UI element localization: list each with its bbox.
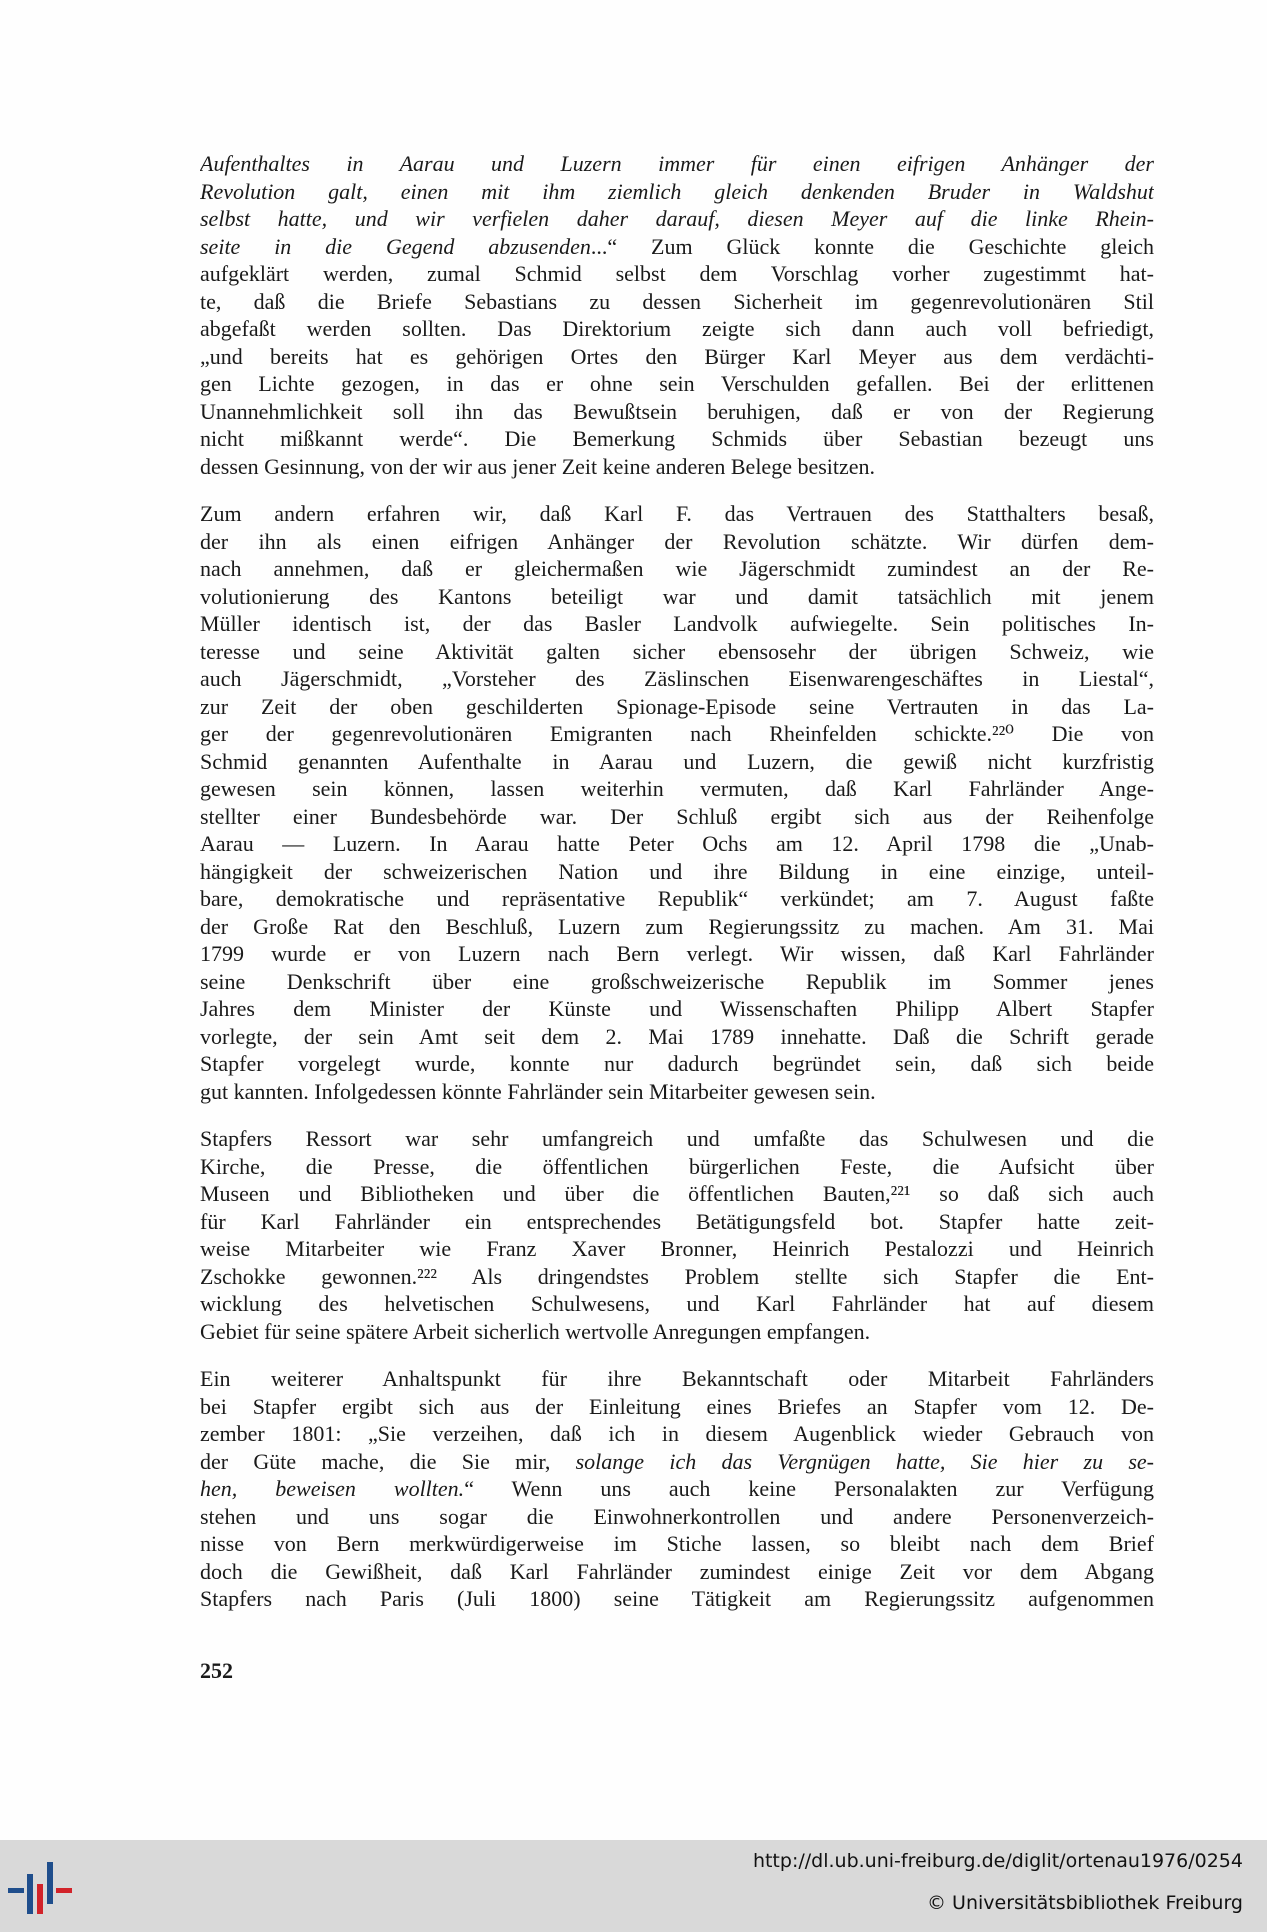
text-line: abgefaßt werden sollten. Das Direktorium zeigte sich dann auch voll befriedigt, xyxy=(200,316,1154,341)
text-line: Schmid genannten Aufenthalte in Aarau und Luzern, die gewiß nicht kurzfristig xyxy=(200,748,1154,774)
copyright-icon: © xyxy=(927,1892,947,1914)
text-line: aufgeklärt werden, zumal Schmid selbst dem Vorschlag vorher zugestimmt hat- xyxy=(200,261,1154,286)
text-line: zur Zeit der oben geschilderten Spionage-Episode seine Vertrauten in das La- xyxy=(200,693,1154,719)
text-line: Kirche, die Presse, die öffentlichen bürgerlichen Feste, die Aufsicht über xyxy=(200,1153,1154,1179)
text-line: gen Lichte gezogen, in das er ohne sein Verschulden gefallen. Bei der erlittenen xyxy=(200,371,1154,396)
text-line: Stapfers Ressort war sehr umfangreich und umfaßte das Schulwesen und die xyxy=(200,1126,1154,1151)
text-line: ger der gegenrevolutionären Emigranten nach Rheinfelden schickte.²²⁰ Die von xyxy=(200,721,1154,746)
document-url[interactable]: http://dl.ub.uni-freiburg.de/diglit/ortenau1976/0254 xyxy=(752,1850,1243,1872)
text-line: bei Stapfer ergibt sich aus der Einleitung eines Briefes an Stapfer vom 12. De- xyxy=(200,1393,1154,1419)
text-line: Müller identisch ist, der das Basler Landvolk aufwiegelte. Sein politisches In- xyxy=(200,611,1154,636)
text-line: seite in die Gegend abzusenden...“ Zum Glück konnte die Geschichte gleich xyxy=(200,233,1154,259)
text-line: Aarau — Luzern. In Aarau hatte Peter Ochs am 12. April 1798 die „Unab- xyxy=(200,831,1154,856)
text-line: der Güte mache, die Sie mir, solange ich das Vergnügen hatte, Sie hier zu se- xyxy=(200,1448,1154,1474)
text-line: auch Jägerschmidt, „Vorsteher des Zäslinschen Eisenwarengeschäftes in Liestal“, xyxy=(200,666,1154,691)
text-line: Jahres dem Minister der Künste und Wissenschaften Philipp Albert Stapfer xyxy=(200,996,1154,1021)
text-line: hängigkeit der schweizerischen Nation und ihre Bildung in eine einzige, unteil- xyxy=(200,858,1154,884)
text-line: doch die Gewißheit, daß Karl Fahrländer zumindest einige Zeit vor dem Abgang xyxy=(200,1558,1154,1584)
paragraph xyxy=(200,1365,1154,1613)
ub-freiburg-logo-icon xyxy=(8,1856,80,1926)
text-line: nisse von Bern merkwürdigerweise im Stiche lassen, so bleibt nach dem Brief xyxy=(200,1531,1154,1556)
body-text xyxy=(200,150,1154,1633)
text-line: gewesen sein können, lassen weiterhin vermuten, daß Karl Fahrländer Ange- xyxy=(200,776,1154,801)
text-line: dessen Gesinnung, von der wir aus jener Zeit keine anderen Belege besitzen. xyxy=(200,453,876,479)
text-line: Unannehmlichkeit soll ihn das Bewußtsein beruhigen, daß er von der Regierung xyxy=(200,398,1154,424)
text-line: teresse und seine Aktivität galten sicher ebensosehr der übrigen Schweiz, wie xyxy=(200,638,1154,664)
page-number: 252 xyxy=(200,1658,233,1683)
text-line: hen, beweisen wollten.“ Wenn uns auch keine Personalakten zur Verfügung xyxy=(200,1476,1154,1501)
paragraph xyxy=(200,1125,1154,1345)
text-line: seine Denkschrift über eine großschweizerische Republik im Sommer jenes xyxy=(200,968,1154,994)
text-line: te, daß die Briefe Sebastians zu dessen Sicherheit im gegenrevolutionären Stil xyxy=(200,288,1154,314)
paragraph xyxy=(200,150,1154,480)
text-line: nicht mißkannt werde“. Die Bemerkung Schmids über Sebastian bezeugt uns xyxy=(200,426,1154,451)
text-line: stehen und uns sogar die Einwohnerkontrollen und andere Personenverzeich- xyxy=(200,1503,1154,1529)
text-line: Stapfer vorgelegt wurde, konnte nur dadurch begründet sein, daß sich beide xyxy=(200,1051,1154,1076)
text-line: weise Mitarbeiter wie Franz Xaver Bronner, Heinrich Pestalozzi und Heinrich xyxy=(200,1236,1154,1261)
text-line: Zschokke gewonnen.²²² Als dringendstes Problem stellte sich Stapfer die Ent- xyxy=(200,1263,1154,1289)
text-line: volutionierung des Kantons beteiligt war und damit tatsächlich mit jenem xyxy=(200,583,1154,609)
text-line: stellter einer Bundesbehörde war. Der Schluß ergibt sich aus der Reihenfolge xyxy=(200,803,1154,829)
text-line: Zum andern erfahren wir, daß Karl F. das Vertrauen des Statthalters besaß, xyxy=(200,501,1154,526)
text-line: „und bereits hat es gehörigen Ortes den Bürger Karl Meyer aus dem verdächti- xyxy=(200,343,1154,369)
text-line: wicklung des helvetischen Schulwesens, und Karl Fahrländer hat auf diesem xyxy=(200,1291,1154,1316)
text-line: vorlegte, der sein Amt seit dem 2. Mai 1789 innehatte. Daß die Schrift gerade xyxy=(200,1023,1154,1049)
text-line: Ein weiterer Anhaltspunkt für ihre Bekanntschaft oder Mitarbeit Fahrländers xyxy=(200,1366,1154,1391)
text-line: der ihn als einen eifrigen Anhänger der Revolution schätzte. Wir dürfen dem- xyxy=(200,528,1154,554)
copyright-notice xyxy=(927,1892,1243,1914)
text-line: selbst hatte, und wir verfielen daher darauf, diesen Meyer auf die linke Rhein- xyxy=(200,206,1154,231)
text-line: Museen und Bibliotheken und über die öffentlichen Bauten,²²¹ so daß sich auch xyxy=(200,1181,1154,1206)
text-line: bare, demokratische und repräsentative Republik“ verkündet; am 7. August faßte xyxy=(200,886,1154,911)
text-line: der Große Rat den Beschluß, Luzern zum Regierungssitz zu machen. Am 31. Mai xyxy=(200,913,1154,939)
text-line: nach annehmen, daß er gleichermaßen wie Jägerschmidt zumindest an der Re- xyxy=(200,556,1154,581)
footer-bar xyxy=(0,1840,1267,1932)
text-line: für Karl Fahrländer ein entsprechendes Betätigungsfeld bot. Stapfer hatte zeit- xyxy=(200,1208,1154,1234)
copyright-text: Universitätsbibliothek Freiburg xyxy=(952,1892,1243,1914)
text-line: 1799 wurde er von Luzern nach Bern verlegt. Wir wissen, daß Karl Fahrländer xyxy=(200,941,1154,966)
text-line: Aufenthaltes in Aarau und Luzern immer für einen eifrigen Anhänger der xyxy=(200,151,1154,176)
paragraph xyxy=(200,500,1154,1105)
text-line: zember 1801: „Sie verzeihen, daß ich in diesem Augenblick wieder Gebrauch von xyxy=(200,1421,1154,1446)
text-line: Gebiet für seine spätere Arbeit sicherlich wertvolle Anregungen empfangen. xyxy=(200,1318,871,1344)
text-line: Revolution galt, einen mit ihm ziemlich gleich denkenden Bruder in Waldshut xyxy=(200,178,1154,204)
text-line: Stapfers nach Paris (Juli 1800) seine Tätigkeit am Regierungssitz aufgenommen xyxy=(200,1586,1154,1611)
text-line: gut kannten. Infolgedessen könnte Fahrländer sein Mitarbeiter gewesen sein. xyxy=(200,1078,876,1104)
